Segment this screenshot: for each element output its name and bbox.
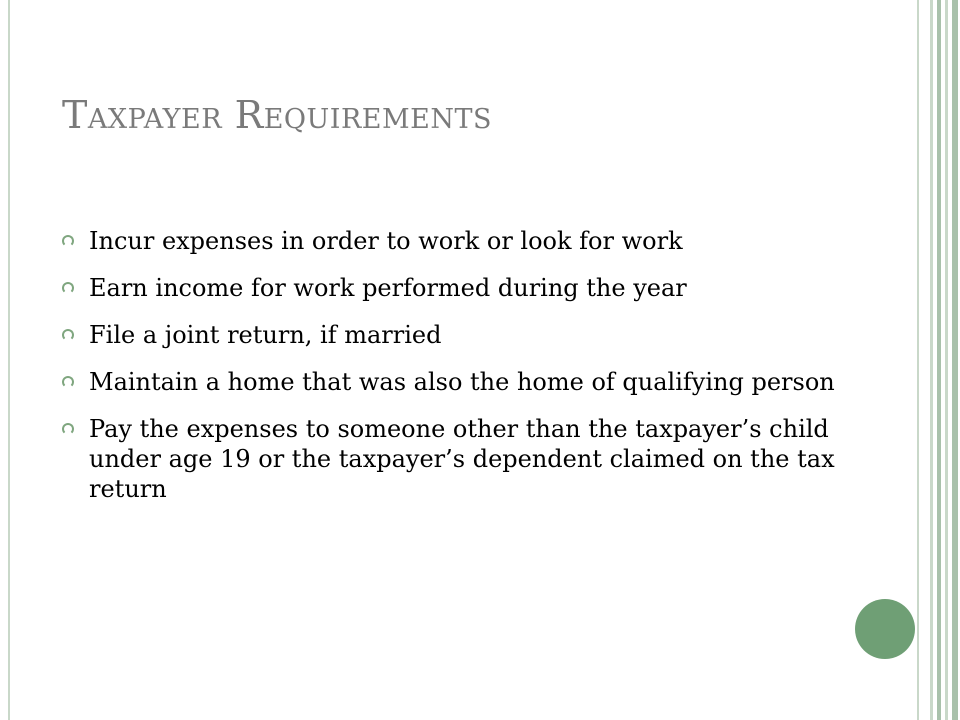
bullet-item (62, 226, 842, 256)
stripe-4 (952, 0, 958, 720)
decorative-stripes (928, 0, 960, 720)
bullet-marker-icon (62, 423, 74, 435)
bullet-text: Incur expenses in order to work or look for work (89, 227, 683, 255)
bullet-text: Earn income for work performed during the year (89, 274, 687, 302)
stripe-1 (930, 0, 933, 720)
bullet-marker-icon (62, 329, 74, 341)
slide-left-border (8, 0, 10, 720)
bullet-text: File a joint return, if married (89, 321, 442, 349)
stripe-3 (945, 0, 948, 720)
bullet-marker-icon (62, 282, 74, 294)
bullet-item (62, 273, 842, 303)
bullet-marker-icon (62, 376, 74, 388)
bullet-text: Maintain a home that was also the home of qualifying person (89, 368, 835, 396)
bullet-item (62, 414, 842, 504)
bullet-list (62, 226, 842, 521)
bullet-item (62, 320, 842, 350)
bullet-item (62, 367, 842, 397)
stripe-2 (937, 0, 941, 720)
slide-title: Taxpayer Requirements (62, 93, 493, 137)
accent-circle (855, 599, 915, 659)
slide-right-border (917, 0, 919, 720)
bullet-marker-icon (62, 235, 74, 247)
bullet-text: Pay the expenses to someone other than the taxpayer’s child under age 19 or the taxpayer’s dependent claimed on the tax return (89, 415, 835, 503)
